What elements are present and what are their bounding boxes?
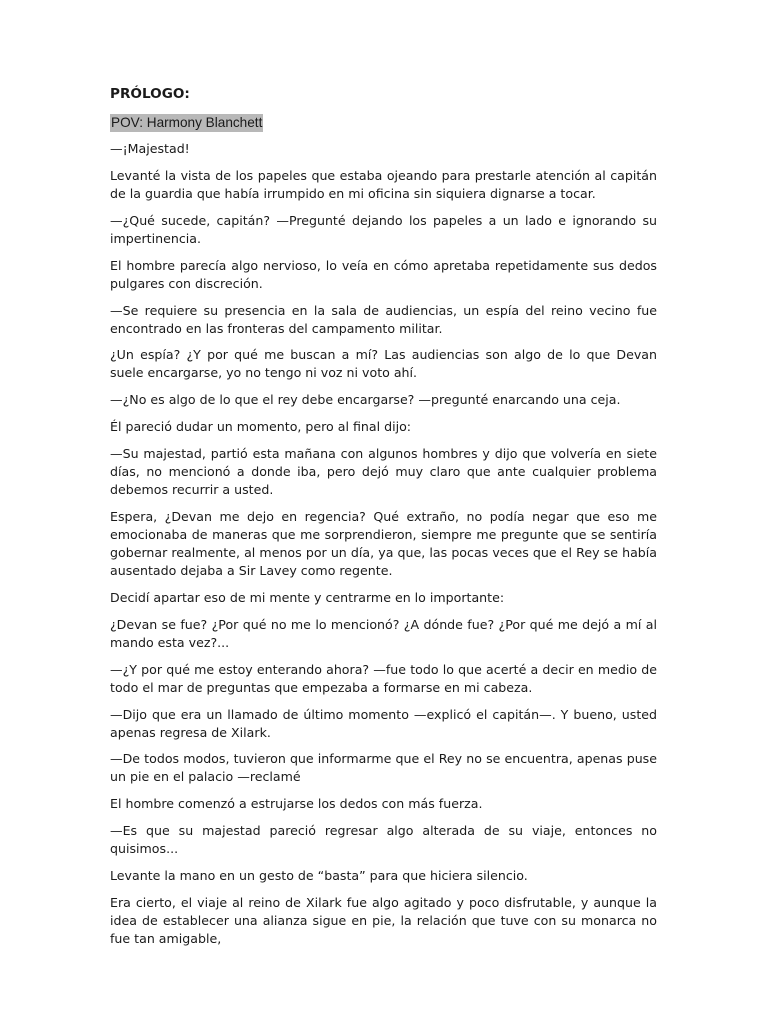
paragraph: —Se requiere su presencia en la sala de audiencias, un espía del reino vecino fue encontrado en las fronteras del campamento militar.	[110, 302, 657, 336]
paragraph: ¿Un espía? ¿Y por qué me buscan a mí? Las audiencias son algo de lo que Devan suele encargarse, yo no tengo ni voz ni voto ahí.	[110, 347, 657, 381]
paragraph: Era cierto, el viaje al reino de Xilark fue algo agitado y poco disfrutable, y aunque la idea de establecer una alianza sigue en pie, la relación que tuve con su monarca no fue tan amigable,	[110, 895, 657, 947]
paragraph: Decidí apartar eso de mi mente y centrarme en lo importante:	[110, 589, 505, 605]
paragraph: El hombre parecía algo nervioso, lo veía en cómo apretaba repetidamente sus dedos pulgares con discreción.	[110, 257, 657, 291]
paragraph: —¿Y por qué me estoy enterando ahora? —fue todo lo que acerté a decir en medio de todo el mar de preguntas que empezaba a formarse en mi cabeza.	[110, 661, 657, 695]
paragraph: —De todos modos, tuvieron que informarme que el Rey no se encuentra, apenas puse un pie en el palacio —reclamé	[110, 751, 657, 785]
paragraph: Levante la mano en un gesto de “basta” para que hiciera silencio.	[110, 868, 528, 884]
paragraph: —Su majestad, partió esta mañana con algunos hombres y dijo que volvería en siete días, no mencionó a donde iba, pero dejó muy claro que ante cualquier problema debemos recurrir a usted.	[110, 446, 657, 498]
paragraph: Él pareció dudar un momento, pero al final dijo:	[110, 419, 412, 435]
paragraph: ¿Devan se fue? ¿Por qué no me lo mencionó? ¿A dónde fue? ¿Por qué me dejó a mí al mando esta vez?...	[110, 616, 657, 650]
paragraph: —Es que su majestad pareció regresar algo alterada de su viaje, entonces no quisimos...	[110, 823, 657, 857]
pov-label-highlighted: POV: Harmony Blanchett	[111, 115, 263, 130]
paragraph: Espera, ¿Devan me dejo en regencia? Qué extraño, no podía negar que eso me emocionaba de maneras que me sorprendieron, siempre me pregunte que se sentiría gobernar realmente, al menos por un día, ya que, las pocas veces que el Rey se había ausentado dejaba a Sir Lavey como regente.	[110, 509, 657, 579]
paragraph: —¡Majestad!	[110, 141, 190, 156]
chapter-heading: PRÓLOGO:	[110, 86, 190, 102]
paragraph: Levanté la vista de los papeles que estaba ojeando para prestarle atención al capitán de la guardia que había irrumpido en mi oficina sin siquiera dignarse a tocar.	[110, 167, 657, 201]
paragraph: El hombre comenzó a estrujarse los dedos con más fuerza.	[110, 796, 483, 812]
paragraph: —Dijo que era un llamado de último momento —explicó el capitán—. Y bueno, usted apenas regresa de Xilark.	[110, 706, 657, 740]
paragraph: —¿No es algo de lo que el rey debe encargarse? —pregunté enarcando una ceja.	[110, 392, 621, 408]
document-page	[110, 84, 657, 957]
paragraph: —¿Qué sucede, capitán? —Pregunté dejando los papeles a un lado e ignorando su impertinencia.	[110, 212, 657, 246]
